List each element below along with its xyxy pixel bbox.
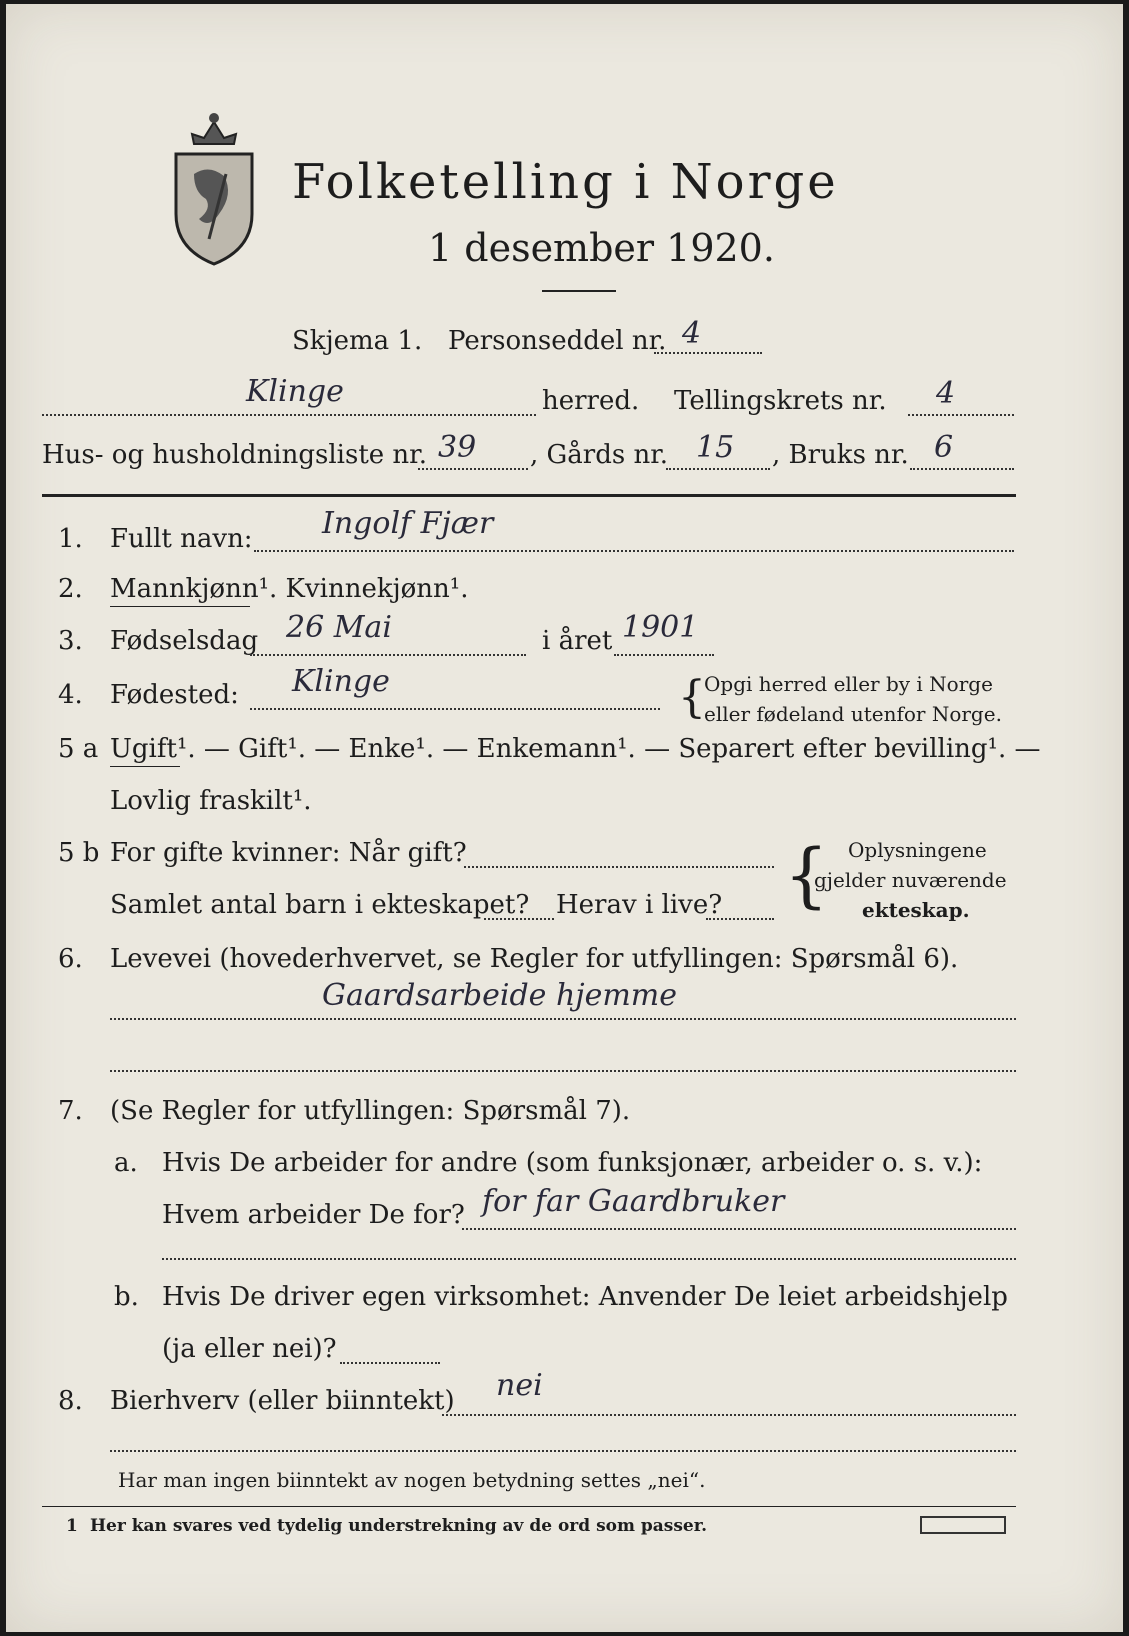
- q4-note-1: Opgi herred eller by i Norge: [704, 672, 993, 696]
- q4-label: Fødested:: [110, 680, 239, 710]
- gards-value[interactable]: 15: [696, 430, 735, 465]
- gards-line: [666, 468, 770, 470]
- q1-value[interactable]: Ingolf Fjær: [322, 506, 494, 541]
- personseddel-line: [654, 352, 762, 354]
- q5b-number: 5 b: [58, 838, 100, 868]
- q5b-line-3: [706, 918, 774, 920]
- q7a-value[interactable]: for far Gaardbruker: [482, 1184, 785, 1219]
- page-title: Folketelling i Norge: [292, 154, 839, 210]
- skjema-label: Skjema 1.: [292, 326, 423, 356]
- q3-label: Fødselsdag: [110, 626, 259, 656]
- q5b-label-2: Samlet antal barn i ekteskapet?: [110, 890, 530, 920]
- q8-value[interactable]: nei: [496, 1368, 543, 1403]
- footer-rule: [42, 1506, 1016, 1507]
- q6-number: 6.: [58, 944, 83, 974]
- bruks-label: , Bruks nr.: [772, 440, 909, 470]
- q6-value[interactable]: Gaardsarbeide hjemme: [322, 978, 677, 1013]
- q7b-letter: b.: [114, 1282, 139, 1312]
- q1-number: 1.: [58, 524, 83, 554]
- header-rule: [42, 494, 1016, 497]
- q7-label: (Se Regler for utfyllingen: Spørsmål 7).: [110, 1096, 631, 1126]
- q8-line-1: [442, 1414, 1016, 1416]
- husliste-value[interactable]: 39: [438, 430, 477, 465]
- q4-number: 4.: [58, 680, 83, 710]
- q3-number: 3.: [58, 626, 83, 656]
- q5b-label: For gifte kvinner: Når gift?: [110, 838, 467, 868]
- q1-line: [254, 550, 1014, 552]
- q8-number: 8.: [58, 1386, 83, 1416]
- q7b-label: Hvis De driver egen virksomhet: Anvender De leiet arbeidshjelp: [162, 1282, 1008, 1312]
- census-form: [6, 4, 1123, 1632]
- q8-label: Bierhverv (eller biinntekt): [110, 1386, 455, 1416]
- census-date: 1 desember 1920.: [428, 226, 775, 270]
- coat-of-arms-icon: [164, 104, 264, 269]
- q7a-letter: a.: [114, 1148, 138, 1178]
- q3-year-line: [614, 654, 714, 656]
- q3-value[interactable]: 26 Mai: [286, 610, 392, 645]
- q7b-line: [340, 1362, 440, 1364]
- q3-line: [250, 654, 526, 656]
- q5b-line-2: [484, 918, 554, 920]
- q5a-number: 5 a: [58, 734, 99, 764]
- personseddel-label: Personseddel nr.: [448, 326, 667, 356]
- footer-note: Har man ingen biinntekt av nogen betydning settes „nei“.: [118, 1468, 706, 1492]
- q5b-note-3: ekteskap.: [862, 898, 970, 922]
- personseddel-value[interactable]: 4: [682, 316, 702, 351]
- husliste-line: [418, 468, 528, 470]
- gards-label: , Gårds nr.: [530, 440, 669, 470]
- footnote: Her kan svares ved tydelig understrekning av de ord som passer.: [90, 1516, 708, 1536]
- q7a-line-1: [462, 1228, 1016, 1230]
- q6-label: Levevei (hovederhvervet, se Regler for utfyllingen: Spørsmål 6).: [110, 944, 959, 974]
- q7b-label-2: (ja eller nei)?: [162, 1334, 337, 1364]
- herred-value[interactable]: Klinge: [246, 374, 344, 409]
- q3-year-label: i året: [542, 626, 613, 656]
- q6-line-1: [110, 1018, 1016, 1020]
- q3-year-value[interactable]: 1901: [622, 610, 699, 645]
- footnote-mark: 1: [66, 1516, 78, 1536]
- title-divider: [542, 290, 616, 292]
- tellingskrets-label: Tellingskrets nr.: [674, 386, 887, 416]
- q4-brace-icon: {: [678, 672, 706, 723]
- q5b-label-3: Herav i live?: [556, 890, 723, 920]
- herred-line: [42, 414, 536, 416]
- q5b-brace-icon: {: [784, 834, 829, 916]
- q5b-note-1: Oplysningene: [848, 838, 987, 862]
- q4-value[interactable]: Klinge: [292, 664, 390, 699]
- q7a-label: Hvis De arbeider for andre (som funksjonær, arbeider o. s. v.):: [162, 1148, 983, 1178]
- tellingskrets-value[interactable]: 4: [936, 376, 956, 411]
- q4-line: [250, 708, 660, 710]
- husliste-label: Hus- og husholdningsliste nr.: [42, 440, 428, 470]
- q5b-note-2: gjelder nuværende: [814, 868, 1007, 892]
- q5a-label-2: Lovlig fraskilt¹.: [110, 786, 312, 816]
- q1-label: Fullt navn:: [110, 524, 253, 554]
- bruks-value[interactable]: 6: [934, 430, 954, 465]
- q2-underline: [110, 606, 250, 607]
- q2-label: Mannkjønn¹. Kvinnekjønn¹.: [110, 574, 469, 604]
- herred-label: herred.: [542, 386, 640, 416]
- q5b-line-1: [464, 866, 774, 868]
- q7a-line-2: [162, 1258, 1016, 1260]
- q4-note-2: eller fødeland utenfor Norge.: [704, 702, 1002, 726]
- q5a-underline: [110, 766, 180, 767]
- printer-stamp-icon: [920, 1516, 1006, 1534]
- q2-number: 2.: [58, 574, 83, 604]
- q7a-label-2: Hvem arbeider De for?: [162, 1200, 465, 1230]
- q5a-label: Ugift¹. — Gift¹. — Enke¹. — Enkemann¹. — Separert efter bevilling¹. —: [110, 734, 1041, 764]
- bruks-line: [910, 468, 1014, 470]
- q6-line-2: [110, 1070, 1016, 1072]
- q8-line-2: [110, 1450, 1016, 1452]
- tellingskrets-line: [908, 414, 1014, 416]
- q7-number: 7.: [58, 1096, 83, 1126]
